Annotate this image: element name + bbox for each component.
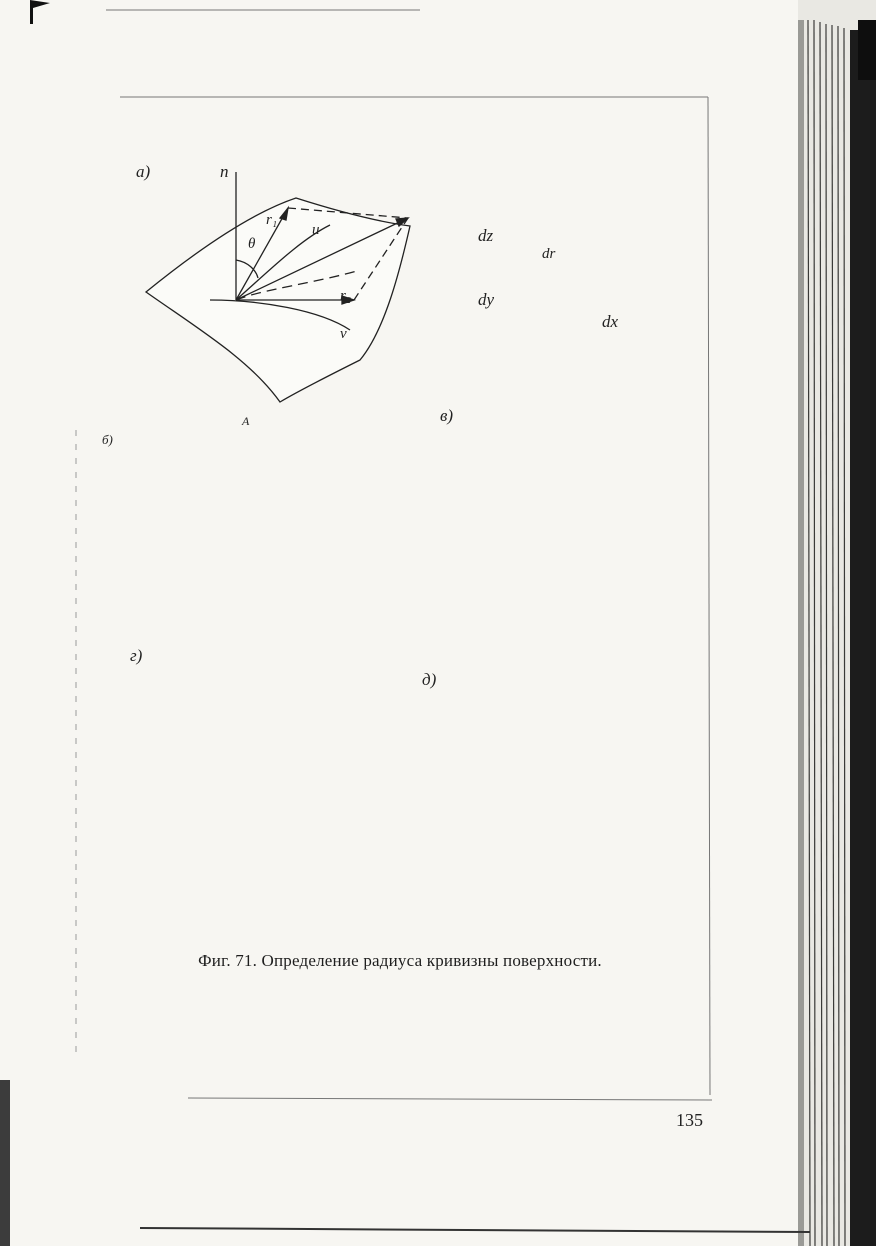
panel-label-g: г) [130,646,143,665]
A-symbol: A [242,414,250,428]
panel-label-a: а) [136,162,151,181]
theta-symbol: θ [248,236,256,252]
r1-symbol: r₁ [266,212,278,228]
corner-mark [30,0,50,24]
panel-label-v: в) [440,406,454,425]
u-symbol: u [312,222,320,238]
normal-symbol: n [220,162,229,181]
dz-symbol: dz [478,226,494,245]
panel-label-b: б) [102,432,113,447]
dx-symbol: dx [602,312,619,331]
dr-symbol: dr [542,246,556,262]
r2-symbol: r₂ [340,288,352,304]
figure-caption: Фиг. 71. Определение радиуса кривизны поверхности. [198,951,602,970]
panel-a-surface [146,172,410,402]
panel-label-d: д) [422,670,437,689]
page-frame [76,10,810,1232]
v-symbol: v [340,326,347,342]
dy-symbol: dy [478,290,495,309]
page-number: 135 [676,1110,703,1130]
